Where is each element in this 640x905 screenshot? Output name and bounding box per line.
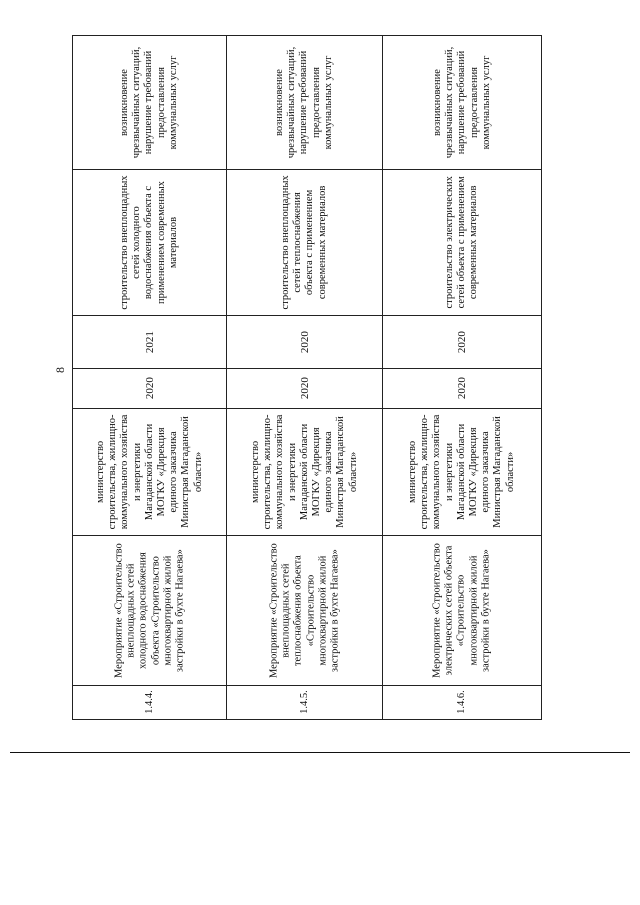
row-3-result: строительство электрических сетей объекта с применением современных материалов [443, 176, 480, 309]
row-2-code-cell [227, 686, 382, 719]
row-2-event: Мероприятие «Строительство внеплощадных сетей теплоснабжения объекта «Строительство многоквартирной жилой застройки в бухте Нагаева» [267, 543, 340, 678]
row-3-result-cell [383, 170, 541, 315]
row-3-executor: министерство строительства, жилищно-коммунального хозяйства и энергетики Магаданской области МОГКУ «Дирекция единого заказчика Министрая Магаданской области» [407, 414, 516, 530]
row-1-event-cell [73, 536, 226, 685]
row-1-risk-cell [73, 36, 226, 169]
row-2-end-year: 2020 [298, 330, 311, 353]
page-number: 8 [53, 367, 67, 373]
row-1-start-year-cell [73, 369, 226, 408]
row-2-risk: возникновение чрезвычайных ситуаций, нарушение требований предоставления коммунальных услуг [273, 46, 334, 159]
row-1-code: 1.4.4. [143, 690, 155, 715]
row-3-executor-cell [383, 409, 541, 535]
row-1-risk: возникновение чрезвычайных ситуаций, нарушение требований предоставления коммунальных услуг [118, 46, 179, 159]
row-2-executor-cell [227, 409, 382, 535]
row-3-risk-cell [383, 36, 541, 169]
row-3-code-cell [383, 686, 541, 719]
row-3-risk: возникновение чрезвычайных ситуаций, нарушение требований предоставления коммунальных услуг [431, 46, 492, 159]
row-2-event-cell [227, 536, 382, 685]
row-2-end-year-cell [227, 316, 382, 368]
row-2-start-year-cell [227, 369, 382, 408]
row-3-start-year-cell [383, 369, 541, 408]
row-3-end-year: 2020 [455, 330, 468, 353]
row-1-end-year: 2021 [143, 330, 156, 353]
row-1-executor: министерство строительства, жилищно-коммунального хозяйства и энергетики Магаданской области МОГКУ «Дирекция единого заказчика Министрая Магаданской области» [94, 414, 204, 530]
page-divider [10, 752, 630, 753]
row-2-result: строительство внеплощадных сетей теплоснабжения объекта с применением современных материалов [280, 175, 328, 310]
row-3-code: 1.4.6. [455, 690, 467, 715]
table-line [541, 35, 542, 720]
row-2-result-cell [227, 170, 382, 315]
row-3-end-year-cell [383, 316, 541, 368]
row-2-risk-cell [227, 36, 382, 169]
row-3-event-cell [383, 536, 541, 685]
row-2-executor: министерство строительства, жилищно-коммунального хозяйства и энергетики Магаданской области МОГКУ «Дирекция единого заказчика Министрая Магаданской области» [249, 414, 359, 530]
row-2-start-year: 2020 [298, 377, 311, 400]
row-1-result-cell [73, 170, 226, 315]
row-1-code-cell [73, 686, 226, 719]
row-2-code: 1.4.5. [298, 690, 310, 715]
row-1-event: Мероприятие «Строительство внеплощадных сетей холодного водоснабжения объекта «Строительство многоквартирной жилой застройки в бухте Нагаева» [112, 543, 185, 678]
row-1-result: строительство внеплощадных сетей холодного водоснабжения объекта с применением современных материалов [118, 175, 179, 310]
table-line [72, 719, 542, 720]
row-1-end-year-cell [73, 316, 226, 368]
row-3-event: Мероприятие «Строительство электрических сетей объекта «Строительство многоквартирной жилой застройки в бухте Нагаева» [431, 543, 492, 678]
row-1-start-year: 2020 [143, 377, 156, 400]
row-3-start-year: 2020 [455, 377, 468, 400]
row-1-executor-cell [73, 409, 226, 535]
